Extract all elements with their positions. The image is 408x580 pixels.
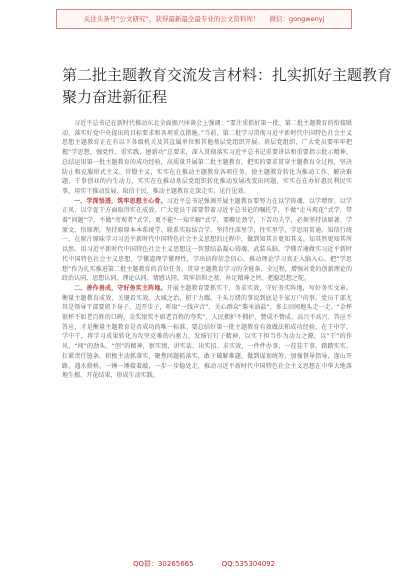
paragraph: [62, 197, 352, 284]
banner-text: 关注头条号“公文研究”，获得最新最全最专业的公文资料库！: [83, 15, 260, 23]
document-title: [62, 64, 393, 108]
paragraph-text: 习近平总书记强调开展主题教育要努力在以学铸魂、以学增智、以学正风、以学促干方面取得实在成效。广大党员干部要带着习近平总书记的嘱托学，不做“走马观花”式学，带着“问题”学，不做“旁观者”式学，更不能“一知半解”式学，要聊足劲学，下苦功夫学，必须坚持读原著、学原文、悟原理，坚持原原本本系统学、联系实际结合学、坚持往深里学，往实里学，学思用贯通、知信行统一，在原汁原味学习习近平新时代中国特色社会主义思想的过程中，做到知其言更知其义、知其然更知其所以然。用习近平新时代中国特色社会主义思想这一智慧结晶凝心铸魂，武装头脑，学懂弄通做实习近平新时代中国特色社会主义思想，学懂道理学懂理性，学出信仰信念信心，推动理论学习真正入脑入心。把“学思想”作为扎实推进第二批主题教育的首位任务，贯穿主题教育学习的全链条、全过程，增强对党的创新理论的政治认同、思想认同、理论认同、情感认同，筑牢信仰之基、补足精神之钙、把稳思想之舵。: [62, 197, 352, 283]
footer-qq-group: QQ群：30265665: [132, 560, 194, 568]
title-line-1: 第二批主题教育交流发言材料：扎实抓好主题教育: [62, 66, 393, 84]
paragraph-lead: 一、学深悟透，筑牢思想主心骨。: [74, 197, 167, 205]
banner-wechat: 微信：gongwenyj: [269, 15, 325, 23]
paragraph: [62, 119, 352, 197]
paragraph: [62, 284, 352, 381]
footer-qq: QQ:535304092: [221, 560, 276, 568]
paragraph-text: 习近平总书记在新时代推动东北全面振兴座谈会上强调：“要注重抓好第一批、第二批主题教育的衔接联动，落实好党中央提出的目标要求和各项重点措施。”当前，第二批学习贯彻习近平新时代中国特色社会主义思想主题教育正在有以下各级机关及其直属单位和其他基层党组织开展。基层党组织，广大党员要牢牢把握“学思想、强党性、重实践、建新功”总要求，深入贯彻落实习近平总书记重要讲话和重要指示批示精神，总结运用第一批主题教育的成功经验，高质量开展第二批主题教育，把实的要求贯穿主题教育全过程，坚决防止和克服形式主义、官僚主义，实实在在推动主题教育各项任务，使主题教育转化为推动工作、解决难题、干事创业的内生动力，实实在在推动基层党组织转化推动发展改变出问题，实实在在办好惠民利民实事，用实干推动发展、取信于民，推动主题教育走深走实，见行见效。: [62, 120, 352, 195]
paragraph-text: 开展主题教育要抓实干、务求实效，守好务实阵地，写好务实文章。衡量主题教育成效，关键看实效。大城之治，积于力耀。千头万绪的事说到底是千家万户的事。党员干部尤其是领导干部要躬下身子，迈开步子，听取“一线声音”，关心群众“柴米油盐”，多去田间地头走一走。“金杯银杯不如老百姓的口碑，金奖银奖不如老百姓的夸奖”，人民拥护不拥护、赞成不赞成、高兴不高兴、答应不答应，才是衡量主题教育是否成功的唯一标准。要总结好第一批主题教育有效做法和成功经验，在干中学、学中干，将学习成果转化为攻坚克难的内驱力，发扬钉钉子精神，以实干担当作为动力之源，以“干”的作风、“闯”的劲头、“创”的精神，察实情、讲实话、出实招、求实效，一件件办事，一茬茬干事，踏踏实实，扛紧责任链条，积极主动抓落实，聚焦问题抓落实，敢于破解难题，做到谋划统筹，加强督导指导，逢山开路、遇水搭桥，一锤一锤接着敲，一步一步稳处走，推动习近平新时代中国特色社会主义思想在中华大地落地生根、开花结果，形成生动实践。: [62, 284, 352, 380]
document-body: [62, 119, 352, 381]
page-footer: [0, 557, 408, 571]
title-line-2: 聚力奋进新征程: [62, 88, 168, 106]
banner-separator: [263, 15, 265, 23]
promo-banner: [56, 9, 352, 29]
paragraph-lead: 二、善作善成，守好务实主阵地。: [74, 284, 167, 292]
